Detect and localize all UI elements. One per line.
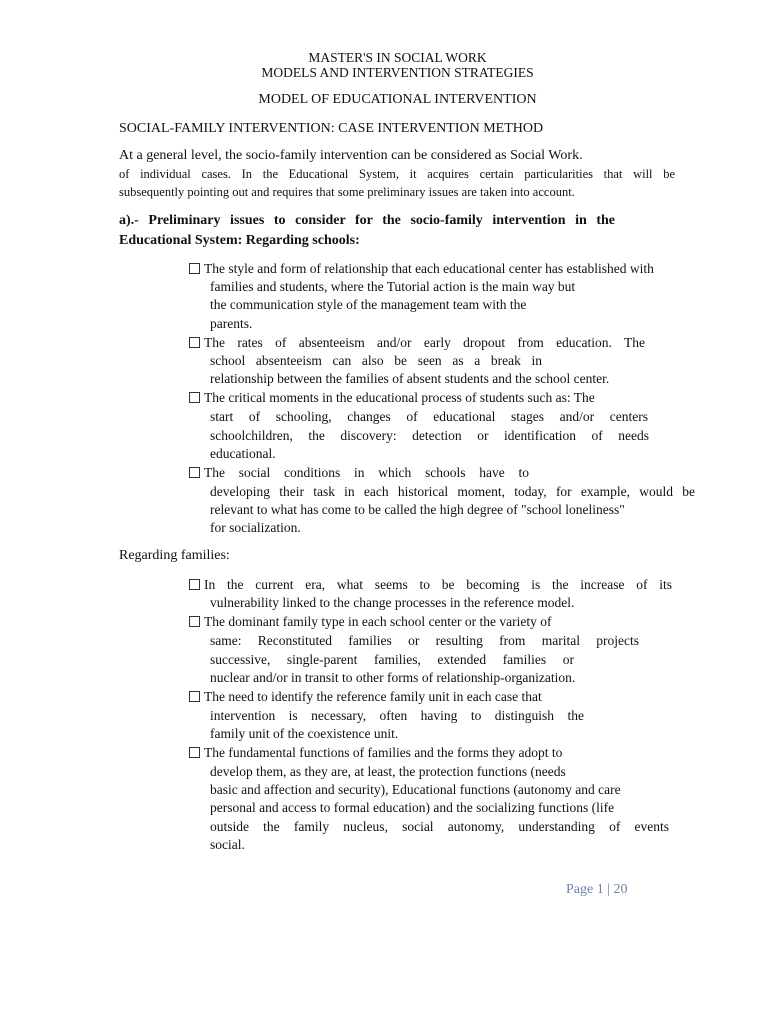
checkbox-bullet-icon <box>189 392 200 403</box>
list-item-continuation: successive, single-parent families, extended families or <box>210 652 574 667</box>
list-item-continuation: parents. <box>210 316 253 331</box>
list-item-continuation: developing their task in each historical moment, today, for example, would be <box>210 484 695 499</box>
list-item-continuation: families and students, where the Tutorial action is the main way but <box>210 279 576 294</box>
subheading-line-1: a).- Preliminary issues to consider for the socio-family intervention in the <box>119 213 615 228</box>
list-item-continuation: relationship between the families of absent students and the school center. <box>210 371 610 386</box>
list-item: The style and form of relationship that each educational center has established with <box>189 261 654 277</box>
model-title: MODEL OF EDUCATIONAL INTERVENTION <box>258 92 537 107</box>
list-item-continuation: schoolchildren, the discovery: detection or identification of needs <box>210 428 649 443</box>
list-item-continuation: develop them, as they are, at least, the protection functions (needs <box>210 764 566 779</box>
list-item-continuation: outside the family nucleus, social autonomy, understanding of events <box>210 819 669 834</box>
page-number: Page 1 | 20 <box>566 882 628 897</box>
families-heading: Regarding families: <box>119 548 230 563</box>
list-item: The critical moments in the educational process of students such as: The <box>189 390 595 406</box>
list-item: The rates of absenteeism and/or early dropout from education. The <box>189 335 645 351</box>
intro-line-1: At a general level, the socio-family intervention can be considered as Social Work. <box>119 148 583 163</box>
checkbox-bullet-icon <box>189 747 200 758</box>
list-item-continuation: vulnerability linked to the change processes in the reference model. <box>210 595 575 610</box>
list-item-continuation: social. <box>210 837 245 852</box>
list-item-continuation: for socialization. <box>210 520 301 535</box>
checkbox-bullet-icon <box>189 616 200 627</box>
intro-line-2: of individual cases. In the Educational System, it acquires certain particularities that will be <box>119 167 675 181</box>
list-item-continuation: nuclear and/or in transit to other forms of relationship-organization. <box>210 670 576 685</box>
list-item: In the current era, what seems to be becoming is the increase of its <box>189 577 672 593</box>
list-item-continuation: the communication style of the management team with the <box>210 297 527 312</box>
list-item: The fundamental functions of families and the forms they adopt to <box>189 745 562 761</box>
list-item-continuation: basic and affection and security), Educational functions (autonomy and care <box>210 782 621 797</box>
subheading-line-2: Educational System: Regarding schools: <box>119 233 360 248</box>
checkbox-bullet-icon <box>189 691 200 702</box>
list-item-continuation: educational. <box>210 446 276 461</box>
checkbox-bullet-icon <box>189 467 200 478</box>
list-item-continuation: start of schooling, changes of educational stages and/or centers <box>210 409 648 424</box>
list-item-continuation: intervention is necessary, often having to distinguish the <box>210 708 584 723</box>
header-line-1: MASTER'S IN SOCIAL WORK <box>308 50 487 65</box>
list-item: The social conditions in which schools have to <box>189 465 529 481</box>
list-item: The dominant family type in each school center or the variety of <box>189 614 552 630</box>
list-item-continuation: relevant to what has come to be called the high degree of "school loneliness" <box>210 502 625 517</box>
list-item-continuation: same: Reconstituted families or resulting from marital projects <box>210 633 639 648</box>
list-item-continuation: personal and access to formal education) and the socializing functions (life <box>210 800 615 815</box>
intro-line-3: subsequently pointing out and requires that some preliminary issues are taken into account. <box>119 185 575 199</box>
checkbox-bullet-icon <box>189 337 200 348</box>
list-item-continuation: family unit of the coexistence unit. <box>210 726 399 741</box>
list-item-continuation: school absenteeism can also be seen as a break in <box>210 353 542 368</box>
list-item: The need to identify the reference family unit in each case that <box>189 689 542 705</box>
checkbox-bullet-icon <box>189 263 200 274</box>
checkbox-bullet-icon <box>189 579 200 590</box>
section-title: SOCIAL-FAMILY INTERVENTION: CASE INTERVENTION METHOD <box>119 121 544 136</box>
header-line-2: MODELS AND INTERVENTION STRATEGIES <box>261 65 534 80</box>
